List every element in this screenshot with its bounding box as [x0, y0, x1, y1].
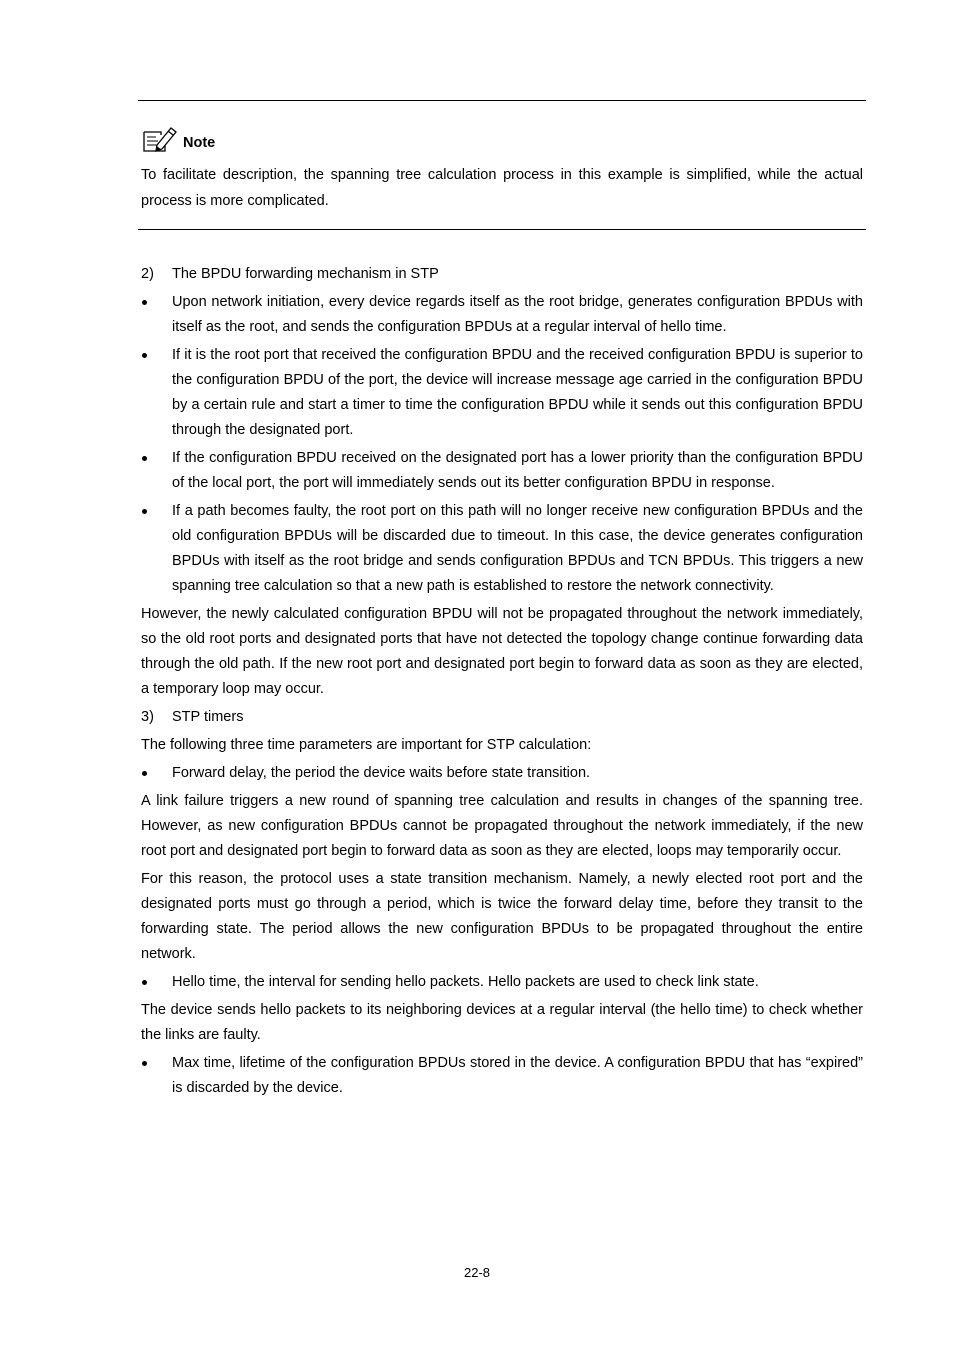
bullet-text: If it is the root port that received the configuration BPDU and the received configuration BPDU is superior to the configuration BPDU of the port, the device will increase message age carried in the configuration BPDU by a certain rule and start a timer to time the configuration BPDU while it sends out this configuration BPDU through the designated port.: [172, 347, 863, 438]
note-label: Note: [183, 135, 216, 151]
section-heading-stp-timers: [141, 705, 863, 730]
bullet-icon: [142, 353, 147, 358]
bullet-text: Upon network initiation, every device regards itself as the root bridge, generates configuration BPDUs with itself as the root, and sends the configuration BPDUs at a regular interval of hello time.: [172, 294, 863, 335]
bullet-icon: [142, 300, 147, 305]
note-text-block: [141, 162, 863, 214]
bullet-item-forward-delay: [141, 761, 863, 786]
note-pencil-icon: [141, 124, 179, 154]
bullet-item-hello-time: [141, 970, 863, 995]
bullet-text: Hello time, the interval for sending hello packets. Hello packets are used to check link state.: [172, 974, 759, 990]
section-heading-bpdu-forwarding: [141, 262, 863, 287]
bullet-item: [141, 343, 863, 443]
section-title: The BPDU forwarding mechanism in STP: [172, 266, 439, 282]
note-bottom-rule: [138, 229, 866, 230]
paragraph-state-transition: For this reason, the protocol uses a state transition mechanism. Namely, a newly elected root port and the designated ports must go through a period, which is twice the forward delay time, before they transit to the forwarding state. The period allows the new configuration BPDUs to be propagated throughout the entire network.: [141, 871, 863, 962]
bullet-item: [141, 499, 863, 599]
main-content: [141, 262, 863, 1104]
paragraph-timers-intro: The following three time parameters are important for STP calculation:: [141, 737, 592, 753]
paragraph-hello-packets: The device sends hello packets to its neighboring devices at a regular interval (the hello time) to check whether the links are faulty.: [141, 1002, 863, 1043]
bullet-text: If the configuration BPDU received on the designated port has a lower priority than the configuration BPDU of the local port, the port will immediately sends out its better configuration BPDU in response.: [172, 450, 863, 491]
section-title: STP timers: [172, 709, 244, 725]
paragraph-temporary-loop: However, the newly calculated configuration BPDU will not be propagated throughout the network immediately, so the old root ports and designated ports that have not detected the topology change continue forwarding data through the old path. If the new root port and designated port begin to forward data as soon as they are elected, a temporary loop may occur.: [141, 606, 863, 697]
bullet-icon: [142, 771, 147, 776]
bullet-icon: [142, 1061, 147, 1066]
bullet-text: If a path becomes faulty, the root port on this path will no longer receive new configuration BPDUs and the old configuration BPDUs will be discarded due to timeout. In this case, the device generates configuration BPDUs with itself as the root bridge and sends configuration BPDUs and TCN BPDUs. This triggers a new spanning tree calculation so that a new path is established to restore the network connectivity.: [172, 503, 863, 594]
bullet-icon: [142, 980, 147, 985]
bullet-text: Max time, lifetime of the configuration BPDUs stored in the device. A configuration BPDU that has “expired” is discarded by the device.: [172, 1055, 863, 1096]
bullet-icon: [142, 509, 147, 514]
section-number: 3): [141, 709, 154, 725]
note-top-rule: [138, 100, 866, 101]
bullet-item: [141, 446, 863, 496]
bullet-icon: [142, 456, 147, 461]
page-number: 22-8: [463, 1265, 491, 1280]
note-header: [141, 120, 215, 154]
paragraph-link-failure: A link failure triggers a new round of spanning tree calculation and results in changes of the spanning tree. However, as new configuration BPDUs cannot be propagated throughout the network immediately, if the new root port and designated port begin to forward data as soon as they are elected, loops may temporarily occur.: [141, 793, 863, 859]
bullet-item: [141, 290, 863, 340]
bullet-item-max-time: [141, 1051, 863, 1101]
section-number: 2): [141, 266, 154, 282]
note-text: To facilitate description, the spanning tree calculation process in this example is simplified, while the actual process is more complicated.: [141, 167, 863, 209]
bullet-text: Forward delay, the period the device waits before state transition.: [172, 765, 591, 781]
